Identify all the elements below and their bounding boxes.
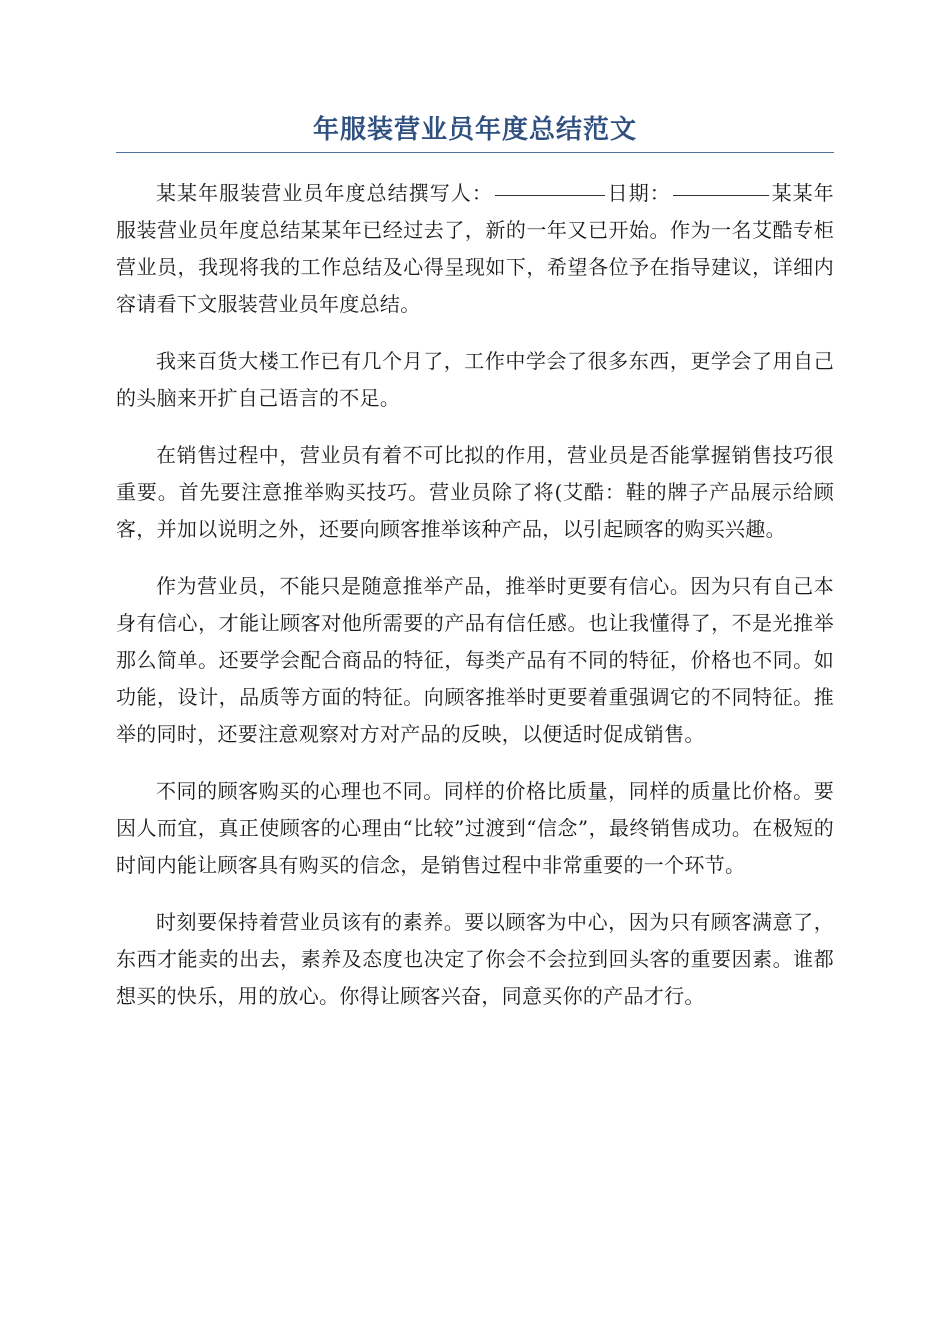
meta-paragraph	[116, 175, 834, 323]
body-paragraph: 在销售过程中，营业员有着不可比拟的作用，营业员是否能掌握销售技巧很重要。首先要注意推举购买技巧。营业员除了将(艾酷：鞋的牌子产品展示给顾客，并加以说明之外，还要向顾客推举该种产品，以引起顾客的购买兴趣。	[116, 443, 834, 541]
body-paragraph: 时刻要保持着营业员该有的素养。要以顾客为中心，因为只有顾客满意了，东西才能卖的出去，素养及态度也决定了你会不会拉到回头客的重要因素。谁都想买的快乐，用的放心。你得让顾客兴奋，同意买你的产品才行。	[116, 910, 834, 1008]
title-divider	[116, 152, 834, 153]
body-paragraph: 我来百货大楼工作已有几个月了，工作中学会了很多东西，更学会了用自己的头脑来开扩自己语言的不足。	[116, 349, 834, 410]
body-paragraph: 不同的顾客购买的心理也不同。同样的价格比质量，同样的质量比价格。要因人而宜，真正使顾客的心理由“比较”过渡到“信念”，最终销售成功。在极短的时间内能让顾客具有购买的信念，是销售过程中非常重要的一个环节。	[116, 779, 834, 877]
author-blank	[495, 194, 605, 196]
intro-text: 某某年服装营业员年度总结某某年已经过去了，新的一年又已开始。作为一名艾酷专柜营业员，我现将我的工作总结及心得呈现如下，希望各位予在指导建议，详细内容请看下文服装营业员年度总结。	[116, 181, 834, 316]
document-page	[116, 110, 834, 1035]
author-label: 某某年服装营业员年度总结撰写人：	[156, 181, 493, 205]
date-label: 日期：	[606, 181, 671, 205]
document-title: 年服装营业员年度总结范文	[312, 115, 637, 145]
body-paragraph: 作为营业员，不能只是随意推举产品，推举时更要有信心。因为只有自己本身有信心，才能让顾客对他所需要的产品有信任感。也让我懂得了，不是光推举那么简单。还要学会配合商品的特征，每类产品有不同的特征，价格也不同。如功能，设计，品质等方面的特征。向顾客推举时更要着重强调它的不同特征。推举的同时，还要注意观察对方对产品的反映，以便适时促成销售。	[116, 574, 834, 746]
date-blank	[673, 194, 769, 196]
